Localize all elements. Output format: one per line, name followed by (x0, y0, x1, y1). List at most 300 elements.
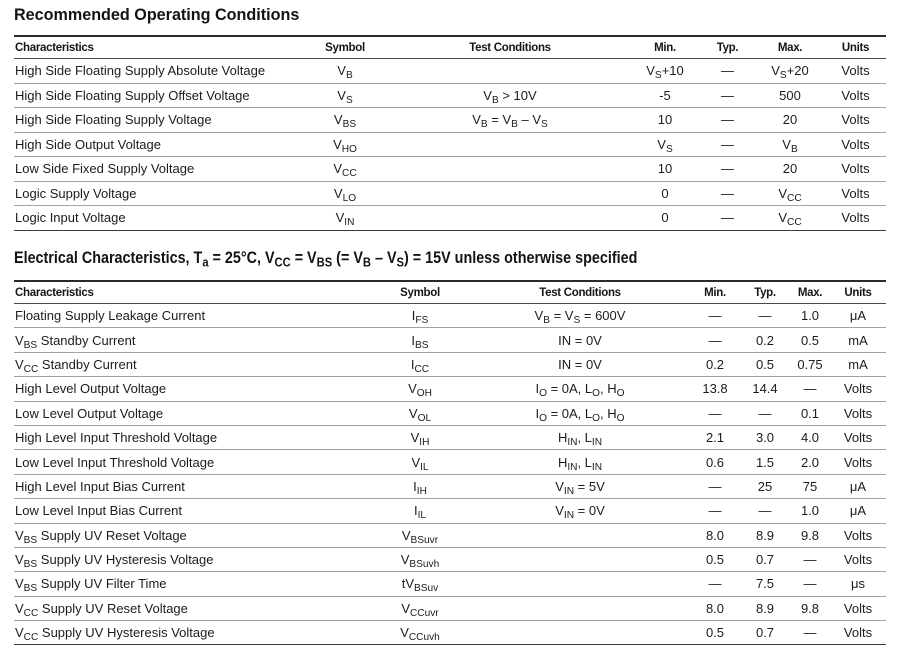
test-conditions-subscript: IN (567, 436, 578, 448)
test-conditions-text: , H (600, 381, 617, 397)
test-conditions-subscript: B (480, 119, 488, 131)
electrical-characteristics-title (14, 249, 637, 268)
typ-cell: — (700, 181, 755, 206)
column-header-characteristic: Characteristics (14, 281, 370, 304)
max-text: V (778, 185, 788, 201)
min-cell: 0.6 (690, 450, 740, 474)
test-conditions-cell: IN = 0V (470, 352, 690, 376)
title-text: – V (370, 249, 397, 267)
table-row (14, 499, 886, 523)
table-header (14, 281, 886, 304)
symbol-cell (370, 352, 470, 376)
characteristic-cell: High Level Input Threshold Voltage (14, 425, 370, 449)
min-cell: 0.2 (690, 352, 740, 376)
max-cell: 9.8 (790, 596, 830, 620)
characteristic-cell: Logic Input Voltage (14, 206, 300, 231)
max-cell: 0.1 (790, 401, 830, 425)
symbol-text: tV (401, 576, 415, 592)
table-row (14, 425, 886, 449)
symbol-subscript: BSuvh (409, 558, 440, 570)
min-cell: 8.0 (690, 596, 740, 620)
typ-cell: — (700, 206, 755, 231)
symbol-text: V (337, 63, 346, 79)
min-cell: 0.5 (690, 547, 740, 571)
typ-cell: — (740, 304, 790, 328)
min-cell: 10 (630, 157, 700, 182)
characteristic-text: V (15, 356, 24, 372)
characteristic-text: Supply UV Reset Voltage (37, 527, 187, 543)
table-row (14, 328, 886, 352)
test-conditions-text: V (472, 112, 481, 128)
symbol-cell (370, 621, 470, 645)
typ-cell: — (700, 108, 755, 133)
symbol-text: V (408, 405, 418, 421)
test-conditions-subscript: S (573, 315, 581, 327)
test-conditions-subscript: IN (563, 485, 575, 497)
symbol-cell (370, 523, 470, 547)
min-cell: — (690, 328, 740, 352)
max-cell: 4.0 (790, 425, 830, 449)
table-body (14, 304, 886, 645)
characteristic-cell (14, 596, 370, 620)
typ-cell: 25 (740, 474, 790, 498)
min-cell: — (690, 572, 740, 596)
symbol-text: V (410, 430, 420, 446)
test-conditions-subscript: IN (591, 461, 603, 473)
max-subscript: CC (787, 217, 802, 229)
characteristic-cell: High Side Output Voltage (14, 132, 300, 157)
units-cell: mA (830, 328, 886, 352)
typ-cell: — (700, 59, 755, 84)
column-header-max: Max. (755, 36, 825, 59)
test-conditions-text: V (555, 503, 564, 519)
max-cell: 1.0 (790, 499, 830, 523)
max-subscript: S (779, 70, 787, 82)
title-text: ) = 15V unless otherwise specified (404, 249, 638, 267)
test-conditions-subscript: B (543, 315, 550, 327)
test-conditions-text: = 0V (574, 503, 605, 519)
header-row (14, 36, 886, 59)
symbol-text: V (400, 552, 410, 568)
characteristic-cell (14, 352, 370, 376)
test-conditions-cell (470, 572, 690, 596)
test-conditions-subscript: O (592, 412, 601, 424)
typ-cell: — (700, 132, 755, 157)
typ-cell: 0.7 (740, 547, 790, 571)
test-conditions-subscript: IN (591, 436, 603, 448)
typ-cell: 3.0 (740, 425, 790, 449)
table-row (14, 401, 886, 425)
max-cell (755, 132, 825, 157)
column-header-max: Max. (790, 281, 830, 304)
title-subscript: CC (274, 254, 291, 270)
symbol-cell (370, 304, 470, 328)
column-header-typ: Typ. (740, 281, 790, 304)
characteristic-cell (14, 547, 370, 571)
units-cell: Volts (830, 377, 886, 401)
test-conditions-cell (470, 499, 690, 523)
symbol-subscript: OL (417, 412, 432, 424)
min-cell: 0.5 (690, 621, 740, 645)
min-cell: — (690, 304, 740, 328)
test-conditions-text: , L (577, 454, 592, 470)
min-cell: 0 (630, 206, 700, 231)
symbol-cell (370, 572, 470, 596)
header-row (14, 281, 886, 304)
table-row (14, 206, 886, 231)
characteristic-text: V (15, 576, 24, 592)
units-cell: mA (830, 352, 886, 376)
test-conditions-cell (470, 596, 690, 620)
table-row (14, 523, 886, 547)
characteristic-cell (14, 572, 370, 596)
units-cell: Volts (830, 401, 886, 425)
title-subscript: a (202, 254, 209, 270)
symbol-subscript: LO (342, 192, 357, 204)
table-row (14, 596, 886, 620)
test-conditions-subscript: B (491, 94, 499, 106)
units-cell: Volts (830, 547, 886, 571)
symbol-subscript: OH (416, 388, 432, 400)
symbol-text: I (413, 478, 417, 494)
column-header-units: Units (830, 281, 886, 304)
table-body (14, 59, 886, 231)
symbol-subscript: FS (415, 315, 429, 327)
symbol-cell (370, 499, 470, 523)
symbol-text: V (337, 87, 346, 103)
test-conditions-cell (390, 206, 630, 231)
typ-cell: 1.5 (740, 450, 790, 474)
symbol-subscript: BSuvr (410, 534, 439, 546)
symbol-cell (370, 401, 470, 425)
max-cell: 75 (790, 474, 830, 498)
symbol-cell (370, 425, 470, 449)
characteristic-subscript: CC (23, 632, 39, 644)
test-conditions-cell (390, 132, 630, 157)
units-cell: μA (830, 304, 886, 328)
units-cell: Volts (825, 181, 886, 206)
test-conditions-subscript: O (539, 388, 547, 400)
symbol-subscript: CCuvr (409, 607, 439, 619)
units-cell: μA (830, 499, 886, 523)
min-cell: — (690, 499, 740, 523)
characteristic-text: Supply UV Hysteresis Voltage (38, 625, 215, 641)
symbol-subscript: BS (415, 339, 429, 351)
typ-cell: — (700, 83, 755, 108)
characteristic-text: Standby Current (37, 332, 136, 348)
units-cell: μA (830, 474, 886, 498)
test-conditions-text: I (535, 381, 540, 397)
characteristic-subscript: CC (23, 363, 39, 375)
max-cell: 0.5 (790, 328, 830, 352)
characteristic-text: Supply UV Filter Time (37, 576, 167, 592)
typ-cell: 7.5 (740, 572, 790, 596)
min-cell: -5 (630, 83, 700, 108)
test-conditions-text: , H (600, 405, 617, 421)
max-cell: 1.0 (790, 304, 830, 328)
table-row (14, 157, 886, 182)
test-conditions-text: = V (549, 308, 574, 324)
units-cell: Volts (825, 59, 886, 84)
symbol-subscript: CC (342, 168, 357, 180)
test-conditions-cell (470, 450, 690, 474)
characteristic-subscript: BS (23, 534, 38, 546)
symbol-text: I (411, 332, 416, 348)
characteristic-cell: High Level Output Voltage (14, 377, 370, 401)
symbol-subscript: IH (416, 485, 427, 497)
symbol-cell (370, 328, 470, 352)
symbol-cell (300, 108, 390, 133)
column-header-min: Min. (630, 36, 700, 59)
title-text: = V (290, 249, 317, 267)
characteristic-cell (14, 621, 370, 645)
characteristic-text: Standby Current (38, 356, 137, 372)
symbol-text: V (408, 381, 417, 397)
min-cell: — (690, 474, 740, 498)
symbol-text: V (411, 454, 421, 470)
symbol-text: V (401, 527, 411, 543)
min-cell: 10 (630, 108, 700, 133)
min-cell (630, 132, 700, 157)
max-cell (755, 181, 825, 206)
test-conditions-text: V (534, 308, 544, 324)
table-row (14, 352, 886, 376)
units-cell: Volts (830, 523, 886, 547)
characteristic-cell: Low Level Output Voltage (14, 401, 370, 425)
max-cell (755, 206, 825, 231)
max-cell: 500 (755, 83, 825, 108)
table-row (14, 450, 886, 474)
max-cell: 2.0 (790, 450, 830, 474)
column-header-symbol: Symbol (300, 36, 390, 59)
test-conditions-text: H (557, 454, 568, 470)
characteristic-cell: High Side Floating Supply Absolute Voltage (14, 59, 300, 84)
symbol-text: V (333, 136, 342, 152)
typ-cell: 0.5 (740, 352, 790, 376)
symbol-subscript: CC (414, 363, 430, 375)
max-cell: — (790, 621, 830, 645)
test-conditions-text: H (557, 430, 568, 446)
units-cell: Volts (825, 108, 886, 133)
units-cell: Volts (825, 157, 886, 182)
min-subscript: S (654, 70, 662, 82)
table-header (14, 36, 886, 59)
min-cell (630, 59, 700, 84)
characteristic-subscript: CC (23, 607, 39, 619)
table-row (14, 572, 886, 596)
characteristic-text: V (15, 625, 24, 641)
max-subscript: CC (787, 192, 802, 204)
max-cell: — (790, 572, 830, 596)
title-text: Electrical Characteristics, T (14, 249, 203, 267)
test-conditions-text: = 5V (574, 478, 605, 494)
typ-cell: 8.9 (740, 523, 790, 547)
test-conditions-cell (390, 59, 630, 84)
electrical-characteristics-table (14, 280, 886, 645)
column-header-characteristic: Characteristics (14, 36, 300, 59)
units-cell: Volts (830, 425, 886, 449)
symbol-cell (300, 83, 390, 108)
max-text: V (782, 136, 791, 152)
characteristic-subscript: BS (23, 583, 38, 595)
test-conditions-text: = 0A, L (546, 405, 593, 421)
characteristic-text: V (15, 552, 24, 568)
symbol-cell (370, 377, 470, 401)
min-text: V (657, 136, 666, 152)
typ-cell: 0.2 (740, 328, 790, 352)
typ-cell: 0.7 (740, 621, 790, 645)
test-conditions-subscript: O (539, 412, 547, 424)
symbol-cell (300, 157, 390, 182)
column-header-test-conditions: Test Conditions (390, 36, 630, 59)
min-subscript: S (665, 143, 673, 155)
symbol-text: V (401, 600, 410, 616)
test-conditions-text: , L (577, 430, 592, 446)
test-conditions-text: = V (487, 112, 512, 128)
test-conditions-subscript: O (592, 388, 601, 400)
symbol-subscript: BSuv (414, 583, 439, 595)
characteristic-text: Supply UV Hysteresis Voltage (37, 552, 214, 568)
typ-cell: 8.9 (740, 596, 790, 620)
symbol-subscript: IL (417, 510, 427, 522)
symbol-subscript: B (345, 70, 353, 82)
symbol-subscript: BS (342, 119, 357, 131)
table-row (14, 304, 886, 328)
test-conditions-cell (390, 108, 630, 133)
title-subscript: S (396, 254, 405, 270)
units-cell: Volts (825, 83, 886, 108)
typ-cell: 14.4 (740, 377, 790, 401)
characteristic-text: Supply UV Reset Voltage (38, 600, 188, 616)
test-conditions-cell: IN = 0V (470, 328, 690, 352)
units-cell: Volts (825, 132, 886, 157)
max-subscript: B (790, 143, 798, 155)
units-cell: Volts (825, 206, 886, 231)
symbol-subscript: IH (419, 436, 430, 448)
test-conditions-subscript: S (541, 119, 548, 131)
column-header-units: Units (825, 36, 886, 59)
test-conditions-text: V (555, 478, 564, 494)
characteristic-subscript: BS (23, 339, 38, 351)
test-conditions-cell (470, 425, 690, 449)
test-conditions-cell (470, 304, 690, 328)
symbol-text: V (333, 185, 343, 201)
table-row (14, 83, 886, 108)
typ-cell: — (700, 157, 755, 182)
units-cell: Volts (830, 621, 886, 645)
characteristic-cell: Floating Supply Leakage Current (14, 304, 370, 328)
max-cell: 20 (755, 157, 825, 182)
max-text: V (778, 210, 788, 226)
max-cell: 20 (755, 108, 825, 133)
units-cell: Volts (830, 450, 886, 474)
characteristic-text: V (15, 600, 24, 616)
symbol-text: I (411, 308, 416, 324)
min-cell: 2.1 (690, 425, 740, 449)
title-text: = 25°C, V (208, 249, 275, 267)
typ-cell: — (740, 499, 790, 523)
symbol-subscript: HO (341, 143, 357, 155)
table-row (14, 474, 886, 498)
characteristic-cell (14, 328, 370, 352)
characteristic-subscript: BS (23, 558, 38, 570)
column-header-symbol: Symbol (370, 281, 470, 304)
min-text: V (646, 63, 655, 79)
test-conditions-text: V (483, 87, 492, 103)
min-cell: 13.8 (690, 377, 740, 401)
table-row (14, 621, 886, 645)
min-cell: 8.0 (690, 523, 740, 547)
symbol-subscript: IN (344, 217, 355, 229)
test-conditions-subscript: IN (567, 461, 578, 473)
max-cell: 0.75 (790, 352, 830, 376)
test-conditions-text: > 10V (498, 87, 537, 103)
symbol-text: I (410, 356, 415, 372)
max-cell: — (790, 377, 830, 401)
symbol-cell (300, 59, 390, 84)
characteristic-text: V (15, 527, 24, 543)
test-conditions-text: I (535, 405, 540, 421)
title-subscript: BS (316, 254, 333, 270)
column-header-typ: Typ. (700, 36, 755, 59)
table-row (14, 547, 886, 571)
characteristic-cell: High Side Floating Supply Offset Voltage (14, 83, 300, 108)
column-header-test-conditions: Test Conditions (470, 281, 690, 304)
characteristic-cell: Low Side Fixed Supply Voltage (14, 157, 300, 182)
max-text: +20 (786, 63, 809, 79)
test-conditions-cell (470, 523, 690, 547)
recommended-operating-conditions-title: Recommended Operating Conditions (14, 5, 300, 24)
characteristic-cell: High Level Input Bias Current (14, 474, 370, 498)
test-conditions-cell (470, 621, 690, 645)
test-conditions-subscript: O (616, 388, 625, 400)
title-subscript: B (362, 254, 371, 270)
test-conditions-subscript: O (616, 412, 625, 424)
min-text: +10 (661, 63, 684, 79)
test-conditions-cell (470, 377, 690, 401)
symbol-cell (370, 547, 470, 571)
symbol-text: I (413, 503, 418, 519)
table-row (14, 181, 886, 206)
characteristic-cell (14, 523, 370, 547)
characteristic-cell: Logic Supply Voltage (14, 181, 300, 206)
min-cell: — (690, 401, 740, 425)
characteristic-text: V (15, 332, 24, 348)
table-row (14, 132, 886, 157)
test-conditions-cell (390, 83, 630, 108)
table-row (14, 377, 886, 401)
symbol-text: V (400, 625, 409, 641)
max-text: V (771, 63, 780, 79)
min-cell: 0 (630, 181, 700, 206)
test-conditions-cell (390, 157, 630, 182)
symbol-cell (300, 206, 390, 231)
recommended-operating-conditions-table (14, 35, 886, 231)
test-conditions-text: – V (517, 112, 542, 128)
symbol-cell (370, 450, 470, 474)
symbol-text: V (333, 161, 343, 177)
max-cell (755, 59, 825, 84)
symbol-cell (370, 596, 470, 620)
symbol-cell (300, 132, 390, 157)
units-cell: μs (830, 572, 886, 596)
test-conditions-cell (470, 474, 690, 498)
characteristic-cell: High Side Floating Supply Voltage (14, 108, 300, 133)
symbol-cell (300, 181, 390, 206)
characteristic-cell: Low Level Input Bias Current (14, 499, 370, 523)
max-cell: — (790, 547, 830, 571)
max-cell: 9.8 (790, 523, 830, 547)
